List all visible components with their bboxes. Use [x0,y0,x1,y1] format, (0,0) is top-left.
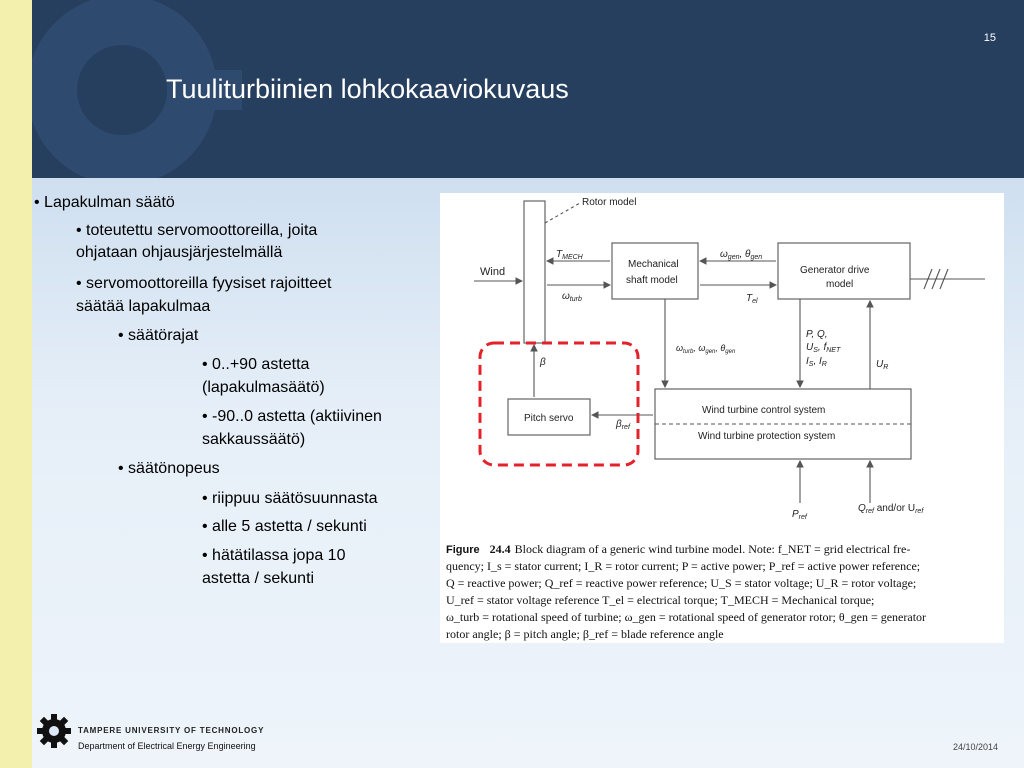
bullet-level1: • Lapakulman säätö [34,194,175,211]
caption-line-5: ω_turb = rotational speed of turbine; ω_gen = rotational speed of generator rotor; θ_gen = generator [446,610,927,624]
bullet-level4: • 0..+90 astetta [202,356,310,373]
t-el-label: $T_{el}$ [746,293,758,305]
slide-number: 15 [983,32,996,44]
generator-label-2: model [826,279,854,290]
slide-title: Tuuliturbiinien lohkokaaviokuvaus [166,74,569,104]
measurement-label-1: P, Q, [806,329,828,340]
beta-ref-label: $\beta_{ref}$ [616,419,630,431]
bullet-level2-cont: ohjataan ohjausjärjestelmällä [76,244,283,261]
u-r-label: $U_R$ [876,359,889,371]
rotor-model-block [524,201,545,343]
protection-system-label: Wind turbine protection system [698,431,836,442]
wind-label: Wind [480,266,506,278]
caption-line-6: rotor angle; β = pitch angle; β_ref = blade reference angle [446,627,724,641]
block-diagram-figure [440,193,1004,643]
bullet-level2: • servomoottoreilla fyysiset rajoitteet [76,275,332,292]
bullet-level2-cont: säätää lapakulmaa [76,298,211,315]
caption-line-2: quency; I_s = stator current; I_R = rotor current; P = active power; P_ref = active power reference; [446,559,921,573]
omega-turb-label: $\omega_{turb}$ [562,291,582,303]
bullet-level4-cont: sakkaussäätö) [202,431,306,448]
bullet-level4-cont: (lapakulmasäätö) [202,379,325,396]
university-gear-logo-icon [36,713,72,749]
pitch-servo-label: Pitch servo [524,413,574,424]
bullet-level4: • hätätilassa jopa 10 [202,547,346,564]
bullet-level4: • alle 5 astetta / sekunti [202,518,367,535]
omega-gen-label: $\omega_{gen}$, $\theta_{gen}$ [720,249,763,261]
caption-line-1: Figure 24.4 Block diagram of a generic wind turbine model. Note: f_NET = grid electrical fre- [446,542,911,556]
highlight-box [480,343,638,465]
beta-label: β [540,357,546,368]
bullet-level3: • säätönopeus [118,460,220,477]
bullet-level2: • toteutettu servomoottoreilla, joita [76,222,318,239]
slide-date: 24/10/2014 [952,742,998,752]
measurement-label-2: $U_S$, $f_{NET}$ [806,342,841,354]
p-ref-label: $P_{ref}$ [792,509,807,521]
q-ref-label: $Q_{ref}$ and/or $U_{ref}$ [858,503,924,515]
shaft-label-1: Mechanical [628,259,679,270]
bullet-level4: • riippuu säätösuunnasta [202,490,378,507]
caption-line-3: Q = reactive power; Q_ref = reactive power reference; U_S = stator voltage; U_R = rotor voltage; [446,576,917,590]
shaft-label-2: shaft model [626,275,678,286]
bullet-level3: • säätörajat [118,327,199,344]
t-mech-label: $T_{MECH}$ [556,249,583,261]
control-system-label: Wind turbine control system [702,405,826,416]
caption-line-4: U_ref = stator voltage reference T_el = electrical torque; T_MECH = Mechanical torque; [446,593,875,607]
left-accent-strip [0,0,32,768]
mechanical-shaft-block [612,243,698,299]
bullet-level4-cont: astetta / sekunti [202,570,315,587]
generator-label-1: Generator drive [800,265,870,276]
measurement-label-3: $I_S$, $I_R$ [806,356,827,368]
slide-header [32,0,1024,178]
bullet-level4: • -90..0 astetta (aktiivinen [202,408,382,425]
block-diagram [440,193,1004,643]
rotor-model-label: Rotor model [582,197,637,208]
university-name: TAMPERE UNIVERSITY OF TECHNOLOGY [78,726,265,735]
department-name: Department of Electrical Energy Engineering [78,741,256,751]
feedback-label: $\omega_{turb}$, $\omega_{gen}$, $\theta_{gen}$ [676,343,736,355]
